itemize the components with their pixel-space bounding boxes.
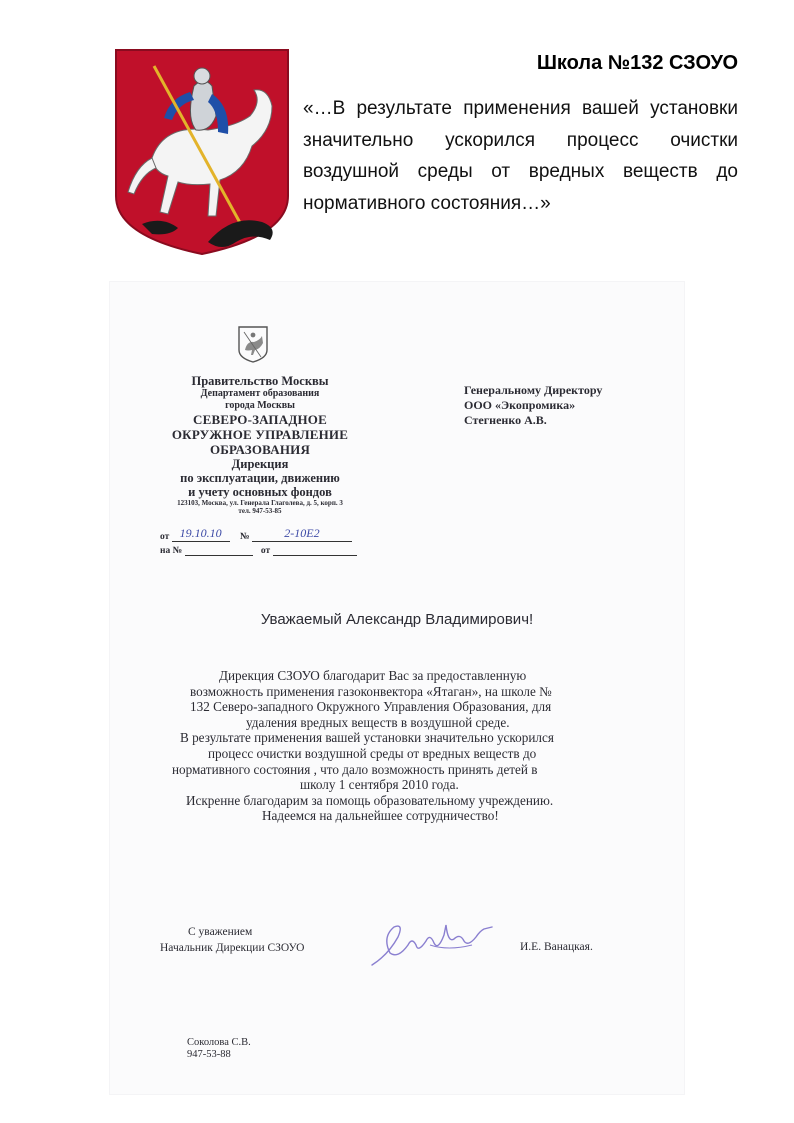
letter-body: [172, 668, 642, 824]
sender-city: города Москвы: [225, 400, 295, 411]
executor-phone: 947-53-88: [187, 1049, 231, 1060]
body-line: 132 Северо-западного Окружного Управления Образования, для: [190, 699, 552, 715]
sender-department: Департамент образования: [200, 388, 320, 399]
body-line: Надеемся на дальнейшее сотрудничество!: [262, 808, 499, 824]
sender-government: Правительство Москвы: [191, 374, 329, 388]
moscow-emblem-icon: [236, 324, 270, 364]
body-line: Дирекция СЗОУО благодарит Вас за предоставленную: [219, 668, 527, 683]
addressee-position: Генеральному Директору: [464, 383, 603, 397]
reference-block: [160, 526, 420, 556]
scanned-letter: [110, 282, 684, 1094]
sender-block: [150, 374, 370, 515]
sender-directorate-scope-2: и учету основных фондов: [188, 485, 332, 499]
signer-name: И.Е. Ванацкая.: [520, 941, 593, 953]
ref-from-label: от: [160, 532, 170, 542]
ref-number-label: №: [240, 532, 250, 542]
body-line: В результате применения вашей установки значительно ускорился: [180, 730, 554, 746]
body-line: Искренне благодарим за помощь образовательному учреждению.: [186, 792, 554, 808]
ref-reply-from-label: от: [260, 546, 271, 556]
ref-date: 19.10.10: [179, 526, 222, 540]
addressee-block: [464, 383, 664, 428]
sender-org-line-1: СЕВЕРО-ЗАПАДНОЕ: [193, 412, 327, 427]
executor-name: Соколова С.В.: [187, 1037, 251, 1048]
addressee-name: Стегненко А.В.: [464, 413, 547, 427]
body-line: нормативного состояния , что дало возможность принять детей в: [172, 761, 538, 777]
sender-phone: тел. 947-53-85: [238, 507, 282, 515]
executor-block: [187, 1037, 251, 1061]
body-line: школу 1 сентября 2010 года.: [300, 777, 459, 793]
ref-number: 2-10E2: [284, 526, 320, 540]
sender-directorate: Дирекция: [231, 457, 289, 471]
moscow-coat-of-arms-image: [112, 46, 292, 258]
testimonial-quote: «…В результате применения вашей установки значительно ускорился процесс очистки воздушной среды от вредных веществ до нормативного состояния…»: [303, 98, 738, 214]
sender-directorate-scope-1: по эксплуатации, движению: [180, 471, 340, 485]
ref-reply-label: на №: [160, 546, 183, 556]
school-title: Школа №132 СЗОУО: [536, 52, 738, 74]
sender-org-line-2: ОКРУЖНОЕ УПРАВЛЕНИЕ: [171, 427, 349, 442]
body-line: процесс очистки воздушной среды от вредных веществ до: [208, 745, 537, 761]
sender-org-line-3: ОБРАЗОВАНИЯ: [209, 442, 311, 457]
closing-block: [160, 924, 304, 956]
letter-greeting: Уважаемый Александр Владимирович!: [260, 611, 534, 628]
addressee-company: ООО «Экопромика»: [464, 398, 576, 412]
closing-position: Начальник Дирекции СЗОУО: [160, 942, 305, 954]
closing-regards: С уважением: [188, 926, 253, 938]
body-line: возможность применения газоконвектора «Ятаган», на школе №: [190, 683, 552, 699]
handwritten-signature: [368, 915, 496, 973]
sender-address: 123103, Москва, ул. Генерала Глаголева, д. 5, корп. 3: [177, 499, 343, 507]
body-line: удаления вредных веществ в воздушной среде.: [246, 714, 510, 730]
